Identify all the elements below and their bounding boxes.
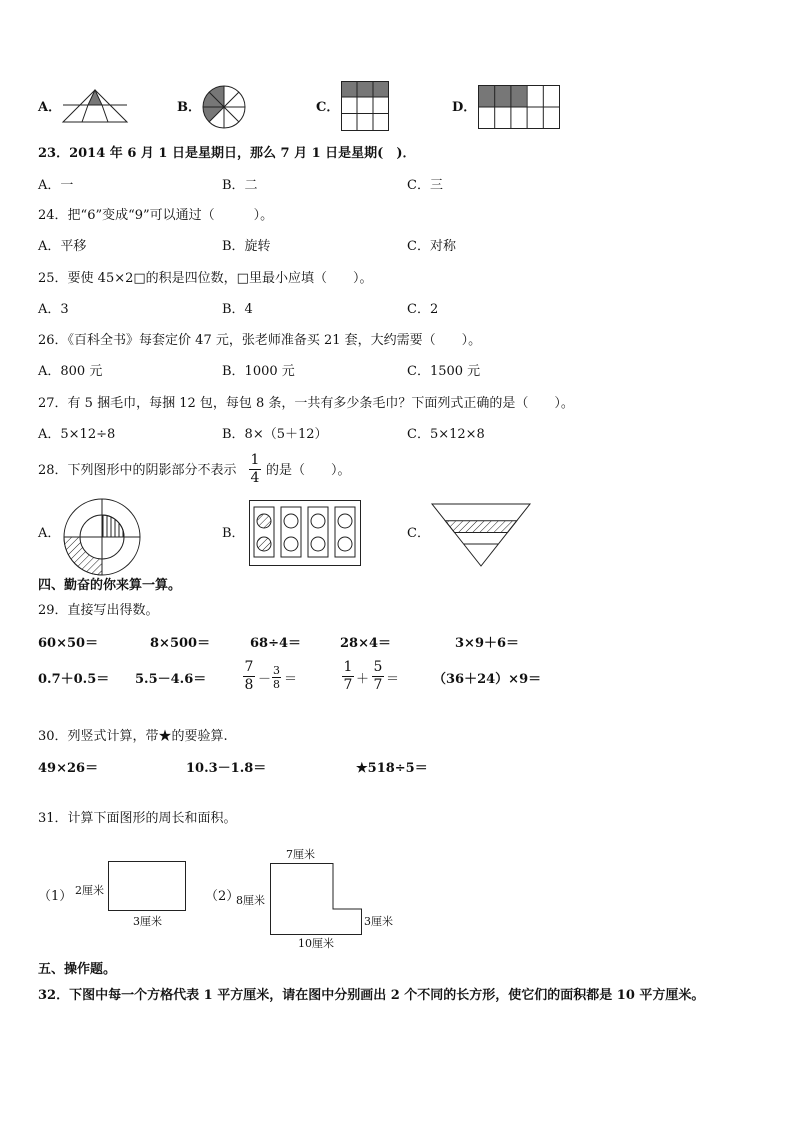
q30-stem: 30．列竖式计算，带★的要验算. — [38, 729, 228, 744]
q26-option-a: A．800 元 — [38, 364, 103, 379]
q29-stem: 29．直接写出得数。 — [38, 603, 159, 618]
q31-stem: 31．计算下面图形的周长和面积。 — [38, 811, 237, 826]
q22-option-a-label: A． — [38, 100, 62, 115]
q25-stem: 25．要使 45×2□的积是四位数，□里最小应填（ ）。 — [38, 271, 373, 286]
q27-option-b: B．8×（5＋12） — [222, 427, 328, 442]
q29-frac1-equals: ＝ — [284, 672, 298, 687]
q24-stem: 24．把“6”变成“9”可以通过（ ）。 — [38, 208, 274, 223]
q31-fig1-height-label: 2厘米 — [75, 884, 104, 897]
q28-triangle-figure — [431, 503, 531, 567]
q25-option-c: C．2 — [407, 302, 439, 317]
q28-fraction — [249, 453, 261, 486]
q28-ring-figure — [62, 497, 142, 577]
q28-stem: 28．下列图形中的阴影部分不表示 — [38, 463, 237, 478]
q29-frac2-a: 1 7 — [343, 659, 353, 693]
q29-item-6: 0.7＋0.5＝ — [38, 672, 110, 687]
q29-item-7: 5.5－4.6＝ — [135, 672, 207, 687]
q28-option-b-label: B． — [222, 526, 245, 541]
q30-item-1: 49×26＝ — [38, 761, 99, 776]
q23-option-c: C．三 — [407, 178, 443, 193]
q28-option-a-label: A． — [38, 526, 61, 541]
section5-title: 五、操作题。 — [38, 962, 117, 977]
q22-option-b-label: B． — [177, 100, 201, 115]
q27-option-c: C．5×12×8 — [407, 427, 485, 442]
q22-option-d-label: D． — [452, 100, 477, 115]
q25-option-a: A．3 — [38, 302, 69, 317]
q29-frac2-b: 5 7 — [373, 659, 383, 693]
q29-item-1: 60×50＝ — [38, 636, 99, 651]
q26-option-c: C．1500 元 — [407, 364, 481, 379]
q31-fig1-width-label: 3厘米 — [133, 915, 162, 928]
q22-option-c-label: C． — [316, 100, 340, 115]
q28-stem-end: 的是（ ）。 — [266, 463, 351, 478]
q30-item-3: ★518÷5＝ — [356, 761, 428, 776]
q23-option-b: B．二 — [222, 178, 258, 193]
q27-option-a: A．5×12÷8 — [38, 427, 116, 442]
q26-stem: 26．《百科全书》每套定价 47 元，张老师准备买 21 套，大约需要（ ）。 — [38, 333, 482, 348]
q22-circle-figure — [201, 84, 247, 130]
q32-stem: 32．下图中每一个方格代表 1 平方厘米，请在图中分别画出 2 个不同的长方形，使它们的面积都是 10 平方厘米。 — [38, 988, 705, 1003]
q28-cards-figure — [249, 500, 361, 566]
q24-option-a: A．平移 — [38, 239, 87, 254]
q22-triangle-figure — [62, 89, 128, 123]
q24-option-c: C．对称 — [407, 239, 456, 254]
q29-item-2: 8×500＝ — [150, 636, 211, 651]
q29-frac1-a: 7 8 — [244, 659, 254, 693]
q31-fig2-top-label: 7厘米 — [286, 848, 315, 861]
q30-item-2: 10.3－1.8＝ — [186, 761, 267, 776]
q31-fig2-label: （2） — [205, 889, 240, 904]
q31-rectangle-figure — [108, 861, 186, 911]
q31-fig2-bottom-label: 10厘米 — [298, 937, 334, 950]
q24-option-b: B．旋转 — [222, 239, 271, 254]
section4-title: 四、勤奋的你来算一算。 — [38, 578, 182, 593]
q29-item-10: （36＋24）×9＝ — [433, 672, 542, 687]
q27-stem: 27．有 5 捆毛巾，每捆 12 包，每包 8 条，一共有多少条毛巾？下面列式正确的是（ ）。 — [38, 396, 574, 411]
q29-item-3: 68÷4＝ — [250, 636, 302, 651]
q29-frac2-operator: ＋ — [356, 672, 370, 687]
q26-option-b: B．1000 元 — [222, 364, 295, 379]
q25-option-b: B．4 — [222, 302, 253, 317]
q31-fig1-label: （1） — [38, 889, 73, 904]
q22-grid-figure-d — [478, 85, 560, 129]
q23-stem: 23．2014 年 6 月 1 日是星期日，那么 7 月 1 日是星期( )． — [38, 146, 416, 161]
q31-fig2-left-label: 8厘米 — [236, 894, 265, 907]
q22-grid-figure-c — [341, 81, 389, 131]
q28-fraction-denominator: 4 — [250, 470, 260, 486]
q29-frac2-equals: ＝ — [386, 672, 400, 687]
q29-frac1-b: 3 8 — [273, 664, 280, 691]
q29-item-4: 28×4＝ — [340, 636, 392, 651]
q31-fig2-step-label: 3厘米 — [364, 915, 393, 928]
q31-l-shape-figure — [270, 863, 362, 935]
q29-item-5: 3×9＋6＝ — [455, 636, 520, 651]
q29-frac1-operator: － — [258, 672, 272, 687]
q28-option-c-label: C． — [407, 526, 430, 541]
q28-fraction-numerator: 1 — [250, 452, 260, 468]
q23-option-a: A．一 — [38, 178, 74, 193]
